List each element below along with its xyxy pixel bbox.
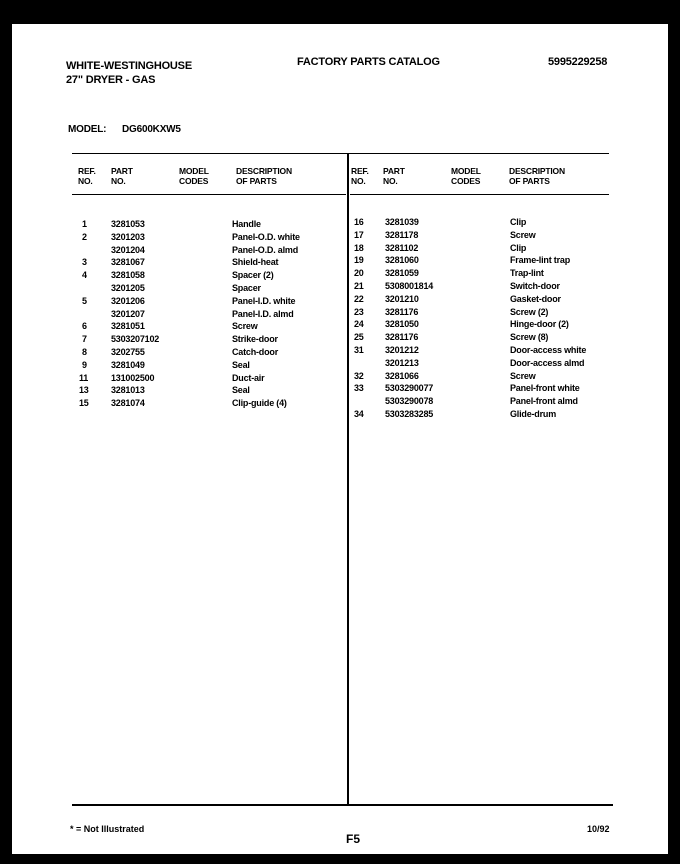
- table-row: 25 3281176 Screw (8): [354, 332, 549, 343]
- product-name: 27" DRYER - GAS: [66, 74, 156, 86]
- left-model-header: MODEL CODES: [179, 166, 209, 186]
- left-header-rule: [72, 194, 346, 195]
- catalog-number: 5995229258: [548, 56, 608, 68]
- table-row: 17 3281178 Screw: [354, 229, 536, 240]
- table-row: 19 3281060 Frame-lint trap: [354, 255, 571, 266]
- left-ref-header: REF. NO.: [78, 166, 96, 186]
- brand-name: WHITE-WESTINGHOUSE: [66, 60, 192, 72]
- left-part-header: PART NO.: [111, 166, 133, 186]
- table-top-rule: [72, 153, 609, 154]
- table-row: 31 3201212 Door-access white: [354, 344, 587, 355]
- table-row: 3201207 Panel-I.D. almd: [111, 308, 294, 319]
- revision-date: 10/92: [587, 824, 610, 834]
- table-row: 32 3281066 Screw: [354, 370, 536, 381]
- right-model-header: MODEL CODES: [451, 166, 481, 186]
- table-row: 5 3201206 Panel-I.D. white: [82, 295, 296, 306]
- table-row: 16 3281039 Clip: [354, 217, 527, 227]
- table-row: 7 5303207102 Strike-door: [82, 334, 278, 345]
- right-parts-list: [12, 216, 668, 421]
- table-row: 33 5303290077 Panel-front white: [354, 383, 580, 394]
- footer-note: * = Not Illustrated: [70, 824, 145, 834]
- table-row: 20 3281059 Trap-lint: [354, 268, 544, 279]
- table-row: 3201205 Spacer: [111, 282, 261, 293]
- table-bottom-rule: [72, 804, 613, 806]
- table-row: 3 3281067 Shield-heat: [82, 257, 279, 268]
- table-row: 3201213 Door-access almd: [385, 357, 585, 368]
- table-row: 24 3281050 Hinge-door (2): [354, 319, 569, 330]
- table-row: 6 3281051 Screw: [82, 321, 258, 332]
- catalog-page: [12, 24, 668, 854]
- catalog-title: FACTORY PARTS CATALOG: [297, 56, 440, 68]
- page-number: F5: [346, 832, 361, 846]
- right-ref-header: REF. NO.: [351, 166, 369, 186]
- table-row: 21 5308001814 Switch-door: [354, 280, 560, 291]
- right-part-header: PART NO.: [383, 166, 405, 186]
- table-row: 1 3281053 Handle: [82, 219, 261, 229]
- model-number: DG600KXW5: [122, 124, 181, 135]
- table-row: 5303290078 Panel-front almd: [385, 396, 578, 407]
- right-header-rule: [350, 194, 609, 195]
- table-row: 3201204 Panel-O.D. almd: [111, 244, 299, 255]
- right-desc-header: DESCRIPTION OF PARTS: [509, 166, 565, 186]
- table-row: 15 3281074 Clip-guide (4): [79, 398, 287, 409]
- left-desc-header: DESCRIPTION OF PARTS: [236, 166, 292, 186]
- table-row: 11 131002500 Duct-air: [79, 372, 265, 383]
- table-row: 8 3202755 Catch-door: [82, 346, 278, 357]
- table-row: 23 3281176 Screw (2): [354, 306, 549, 317]
- table-row: 9 3281049 Seal: [82, 359, 250, 370]
- table-row: 22 3201210 Gasket-door: [354, 293, 561, 304]
- table-row: 2 3201203 Panel-O.D. white: [82, 231, 300, 242]
- table-row: 13 3281013 Seal: [79, 385, 250, 396]
- table-row: 34 5303283285 Glide-drum: [354, 408, 557, 419]
- table-row: 4 3281058 Spacer (2): [82, 270, 274, 281]
- table-row: 18 3281102 Clip: [354, 242, 527, 253]
- model-label: MODEL:: [68, 124, 107, 135]
